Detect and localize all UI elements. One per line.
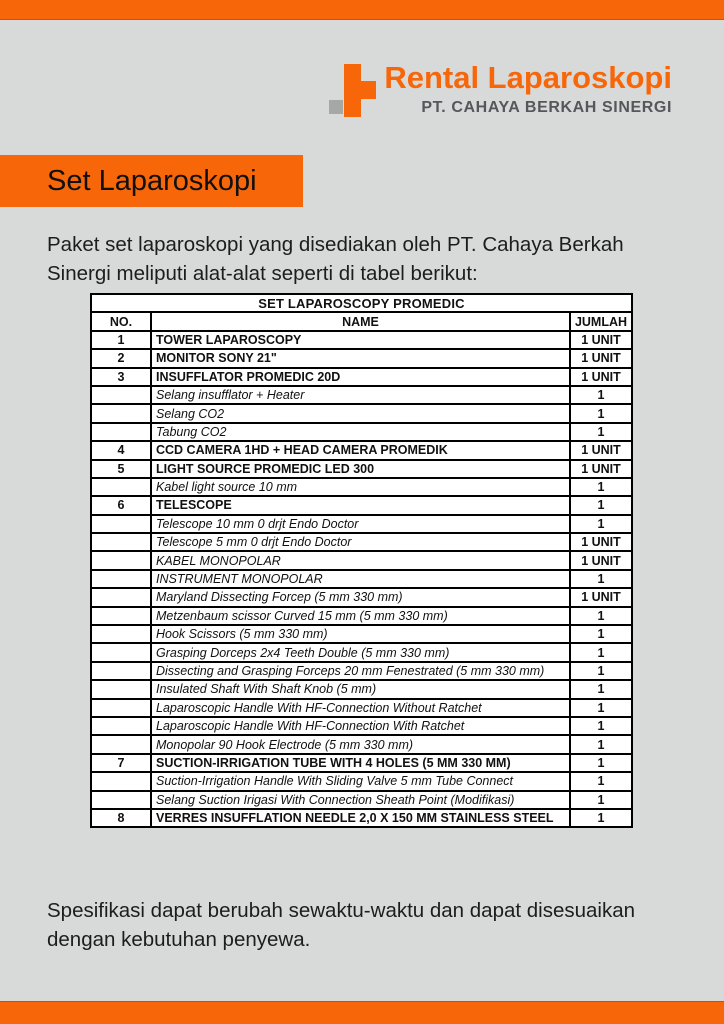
- cell-qty: 1 UNIT: [570, 460, 632, 478]
- cell-qty: 1: [570, 386, 632, 404]
- cell-no: [91, 515, 151, 533]
- cell-qty: 1: [570, 607, 632, 625]
- cell-qty: 1 UNIT: [570, 551, 632, 569]
- cell-name: LIGHT SOURCE PROMEDIC LED 300: [151, 460, 570, 478]
- table-row: [91, 772, 632, 790]
- cell-name: TELESCOPE: [151, 496, 570, 514]
- table-header-row: [91, 312, 632, 330]
- cell-qty: 1: [570, 680, 632, 698]
- table-row: [91, 754, 632, 772]
- cell-name: Selang Suction Irigasi With Connection Sheath Point (Modifikasi): [151, 791, 570, 809]
- cell-name: Laparoscopic Handle With HF-Connection Without Ratchet: [151, 699, 570, 717]
- cell-name: Telescope 5 mm 0 drjt Endo Doctor: [151, 533, 570, 551]
- cell-no: [91, 772, 151, 790]
- logo-plus-vertical-bar: [344, 64, 361, 117]
- cell-no: [91, 699, 151, 717]
- table-row: [91, 515, 632, 533]
- cell-no: 7: [91, 754, 151, 772]
- cell-name: Selang CO2: [151, 404, 570, 422]
- cell-no: [91, 735, 151, 753]
- table-row: [91, 404, 632, 422]
- cell-name: Selang insufflator + Heater: [151, 386, 570, 404]
- cell-no: [91, 478, 151, 496]
- cell-name: VERRES INSUFFLATION NEEDLE 2,0 X 150 MM STAINLESS STEEL: [151, 809, 570, 827]
- cell-qty: 1: [570, 570, 632, 588]
- table-row: [91, 735, 632, 753]
- brand-company: PT. CAHAYA BERKAH SINERGI: [421, 99, 672, 116]
- cell-name: Tabung CO2: [151, 423, 570, 441]
- cell-name: INSUFFLATOR PROMEDIC 20D: [151, 368, 570, 386]
- table-row: [91, 331, 632, 349]
- cell-name: Suction-Irrigation Handle With Sliding Valve 5 mm Tube Connect: [151, 772, 570, 790]
- cell-qty: 1: [570, 662, 632, 680]
- cell-no: [91, 533, 151, 551]
- cell-no: [91, 423, 151, 441]
- table-row: [91, 533, 632, 551]
- column-header-jumlah: JUMLAH: [570, 312, 632, 330]
- cell-qty: 1 UNIT: [570, 588, 632, 606]
- cell-qty: 1 UNIT: [570, 368, 632, 386]
- cell-qty: 1: [570, 699, 632, 717]
- cell-no: [91, 570, 151, 588]
- table-row: [91, 460, 632, 478]
- title-band: [0, 155, 303, 207]
- table-row: [91, 607, 632, 625]
- column-header-name: NAME: [151, 312, 570, 330]
- brand-name: Rental Laparoskopi: [384, 60, 672, 95]
- cell-qty: 1: [570, 754, 632, 772]
- cell-qty: 1: [570, 423, 632, 441]
- cell-no: [91, 404, 151, 422]
- cell-name: SUCTION-IRRIGATION TUBE WITH 4 HOLES (5 MM 330 MM): [151, 754, 570, 772]
- cell-name: Dissecting and Grasping Forceps 20 mm Fenestrated (5 mm 330 mm): [151, 662, 570, 680]
- cell-no: [91, 588, 151, 606]
- table-row: [91, 680, 632, 698]
- table-row: [91, 588, 632, 606]
- cell-no: [91, 717, 151, 735]
- cell-name: TOWER LAPAROSCOPY: [151, 331, 570, 349]
- table-row: [91, 551, 632, 569]
- cell-no: 2: [91, 349, 151, 367]
- table-row: [91, 496, 632, 514]
- table-row: [91, 441, 632, 459]
- logo-plus-arm: [361, 81, 376, 99]
- intro-text: Paket set laparoskopi yang disediakan oleh PT. Cahaya Berkah Sinergi meliputi alat-alat seperti di tabel berikut:: [47, 233, 624, 285]
- cell-name: Metzenbaum scissor Curved 15 mm (5 mm 330 mm): [151, 607, 570, 625]
- cell-name: Maryland Dissecting Forcep (5 mm 330 mm): [151, 588, 570, 606]
- cell-name: Grasping Dorceps 2x4 Teeth Double (5 mm 330 mm): [151, 643, 570, 661]
- cell-no: [91, 551, 151, 569]
- cell-name: Hook Scissors (5 mm 330 mm): [151, 625, 570, 643]
- cell-no: [91, 791, 151, 809]
- logo-plus-icon: [329, 64, 377, 118]
- cell-qty: 1: [570, 735, 632, 753]
- page-title: Set Laparoskopi: [47, 165, 257, 197]
- cell-name: MONITOR SONY 21": [151, 349, 570, 367]
- cell-no: [91, 386, 151, 404]
- cell-qty: 1: [570, 496, 632, 514]
- table-row: [91, 809, 632, 827]
- table-row: [91, 386, 632, 404]
- cell-no: 8: [91, 809, 151, 827]
- cell-qty: 1: [570, 478, 632, 496]
- cell-name: Laparoscopic Handle With HF-Connection With Ratchet: [151, 717, 570, 735]
- cell-no: [91, 643, 151, 661]
- cell-name: Kabel light source 10 mm: [151, 478, 570, 496]
- cell-no: 5: [91, 460, 151, 478]
- cell-name: KABEL MONOPOLAR: [151, 551, 570, 569]
- table-title: SET LAPAROSCOPY PROMEDIC: [91, 294, 632, 312]
- cell-qty: 1: [570, 791, 632, 809]
- table-row: [91, 570, 632, 588]
- table-row: [91, 717, 632, 735]
- cell-name: Monopolar 90 Hook Electrode (5 mm 330 mm): [151, 735, 570, 753]
- table-row: [91, 478, 632, 496]
- cell-no: [91, 662, 151, 680]
- cell-no: 1: [91, 331, 151, 349]
- cell-qty: 1: [570, 643, 632, 661]
- cell-qty: 1 UNIT: [570, 331, 632, 349]
- equipment-table: [90, 293, 631, 828]
- table-row: [91, 423, 632, 441]
- equipment-rows: [91, 331, 632, 828]
- cell-no: [91, 607, 151, 625]
- brand-logo: [384, 58, 672, 117]
- cell-name: CCD CAMERA 1HD + HEAD CAMERA PROMEDIK: [151, 441, 570, 459]
- cell-qty: 1 UNIT: [570, 441, 632, 459]
- cell-qty: 1: [570, 404, 632, 422]
- top-orange-bar: [0, 0, 724, 20]
- cell-no: 4: [91, 441, 151, 459]
- note-text: Spesifikasi dapat berubah sewaktu-waktu dan dapat disesuaikan dengan kebutuhan penyewa.: [47, 899, 636, 951]
- column-header-no: NO.: [91, 312, 151, 330]
- table-row: [91, 349, 632, 367]
- cell-qty: 1: [570, 717, 632, 735]
- cell-qty: 1: [570, 515, 632, 533]
- table-row: [91, 791, 632, 809]
- cell-name: Telescope 10 mm 0 drjt Endo Doctor: [151, 515, 570, 533]
- cell-no: 3: [91, 368, 151, 386]
- cell-name: Insulated Shaft With Shaft Knob (5 mm): [151, 680, 570, 698]
- cell-qty: 1: [570, 772, 632, 790]
- table-row: [91, 625, 632, 643]
- cell-qty: 1: [570, 809, 632, 827]
- cell-no: [91, 625, 151, 643]
- cell-no: [91, 680, 151, 698]
- cell-name: INSTRUMENT MONOPOLAR: [151, 570, 570, 588]
- table-row: [91, 643, 632, 661]
- logo-gray-square: [329, 100, 343, 114]
- cell-qty: 1 UNIT: [570, 349, 632, 367]
- table-title-row: [91, 294, 632, 312]
- cell-qty: 1 UNIT: [570, 533, 632, 551]
- bottom-orange-bar: [0, 1001, 724, 1024]
- cell-qty: 1: [570, 625, 632, 643]
- cell-no: 6: [91, 496, 151, 514]
- table-row: [91, 368, 632, 386]
- table-row: [91, 662, 632, 680]
- table-row: [91, 699, 632, 717]
